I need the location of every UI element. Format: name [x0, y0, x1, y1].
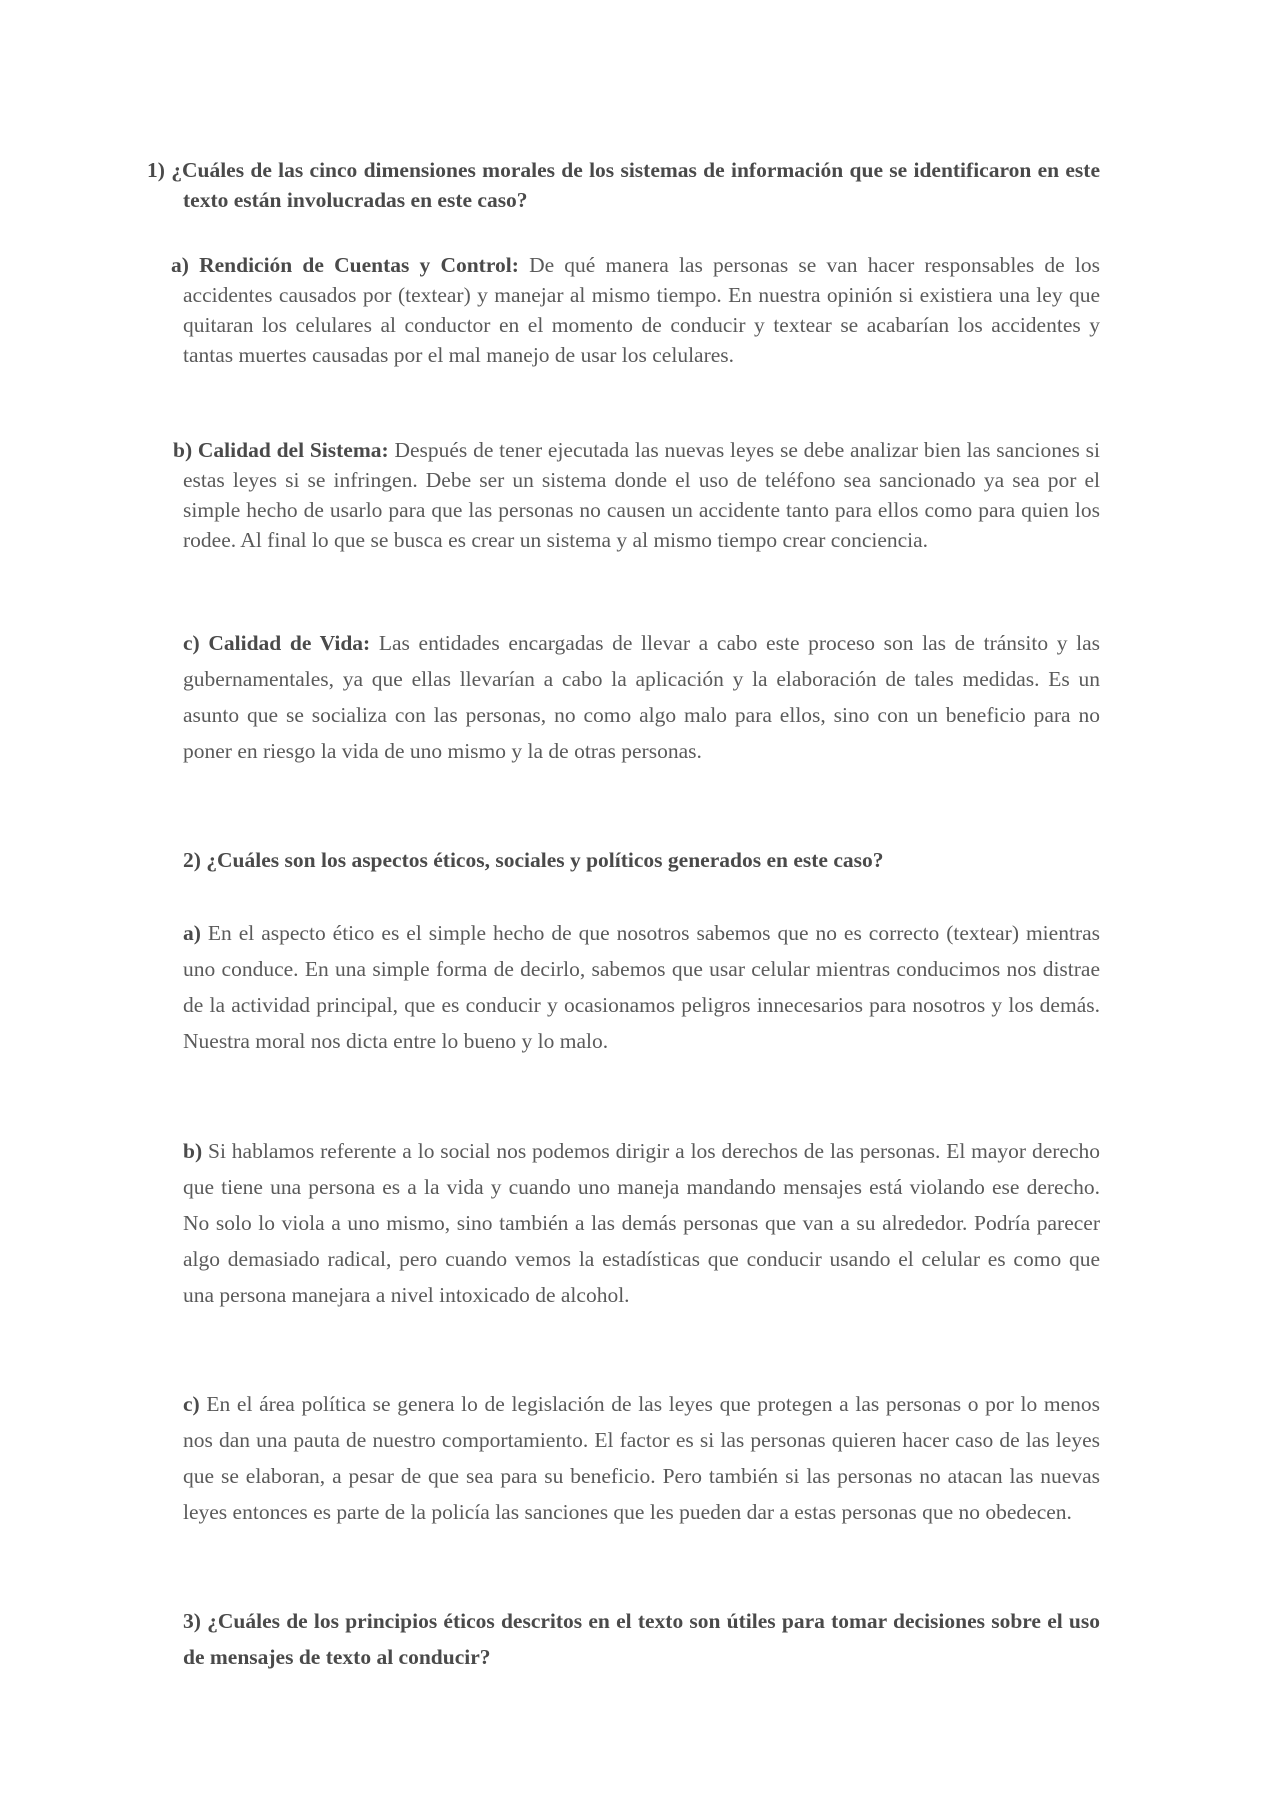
answer-1a: [171, 250, 1100, 370]
answer-1b: [173, 435, 1100, 555]
answer-1a-label: a) Rendición de Cuentas y Control:: [171, 253, 519, 277]
answer-2a: [183, 915, 1100, 1059]
answer-1c-label: c) Calidad de Vida:: [183, 631, 371, 655]
question-2: [183, 845, 1100, 875]
answer-1b-text: Después de tener ejecutada las nuevas leyes se debe analizar bien las sanciones si estas leyes si se infringen. Debe ser un sistema donde el uso de teléfono sea sancionado ya sea por el simple hecho de usarlo para que las personas no causen un accidente tanto para ellos como para quien los rodee. Al final lo que se busca es crear un sistema y al mismo tiempo crear conciencia.: [183, 438, 1100, 552]
answer-2c-label: c): [183, 1392, 200, 1416]
answer-1b-label: b) Calidad del Sistema:: [173, 438, 389, 462]
question-1-number: 1): [147, 158, 165, 182]
answer-2b-text: Si hablamos referente a lo social nos podemos dirigir a los derechos de las personas. El mayor derecho que tiene una persona es a la vida y cuando uno maneja mandando mensajes está violando ese derecho. No solo lo viola a uno mismo, sino también a las demás personas que van a su alrededor. Podría parecer algo demasiado radical, pero cuando vemos la estadísticas que conducir usando el celular es como que una persona manejara a nivel intoxicado de alcohol.: [183, 1139, 1101, 1307]
answer-1c: [183, 625, 1100, 769]
question-2-text: 2) ¿Cuáles son los aspectos éticos, sociales y políticos generados en este caso?: [183, 848, 884, 872]
question-3: [183, 1603, 1100, 1675]
answer-2c-text: En el área política se genera lo de legislación de las leyes que protegen a las personas o por lo menos nos dan una pauta de nuestro comportamiento. El factor es si las personas quieren hacer caso de las leyes que se elaboran, a pesar de que sea para su beneficio. Pero también si las personas no atacan las nuevas leyes entonces es parte de la policía las sanciones que les pueden dar a estas personas que no obedecen.: [183, 1392, 1100, 1524]
question-1-text: ¿Cuáles de las cinco dimensiones morales de los sistemas de información que se identificaron en este texto están involucradas en este caso?: [171, 158, 1101, 212]
question-3-text: 3) ¿Cuáles de los principios éticos descritos en el texto son útiles para tomar decisiones sobre el uso de mensajes de texto al conducir?: [183, 1609, 1100, 1669]
answer-1c-text: Las entidades encargadas de llevar a cabo este proceso son las de tránsito y las gubernamentales, ya que ellas llevarían a cabo la aplicación y la elaboración de tales medidas. Es un asunto que se socializa con las personas, no como algo malo para ellos, sino con un beneficio para no poner en riesgo la vida de uno mismo y la de otras personas.: [183, 631, 1101, 763]
question-1: [147, 155, 1100, 215]
answer-2b-label: b): [183, 1139, 203, 1163]
answer-2b: [183, 1133, 1100, 1313]
answer-2a-label: a): [183, 921, 201, 945]
answer-2a-text: En el aspecto ético es el simple hecho de que nosotros sabemos que no es correcto (textear) mientras uno conduce. En una simple forma de decirlo, sabemos que usar celular mientras conducimos nos distrae de la actividad principal, que es conducir y ocasionamos peligros innecesarios para nosotros y los demás. Nuestra moral nos dicta entre lo bueno y lo malo.: [183, 921, 1100, 1053]
answer-1a-text: De qué manera las personas se van hacer responsables de los accidentes causados por (textear) y manejar al mismo tiempo. En nuestra opinión si existiera una ley que quitaran los celulares al conductor en el momento de conducir y textear se acabarían los accidentes y tantas muertes causadas por el mal manejo de usar los celulares.: [183, 253, 1100, 367]
answer-2c: [183, 1386, 1100, 1530]
